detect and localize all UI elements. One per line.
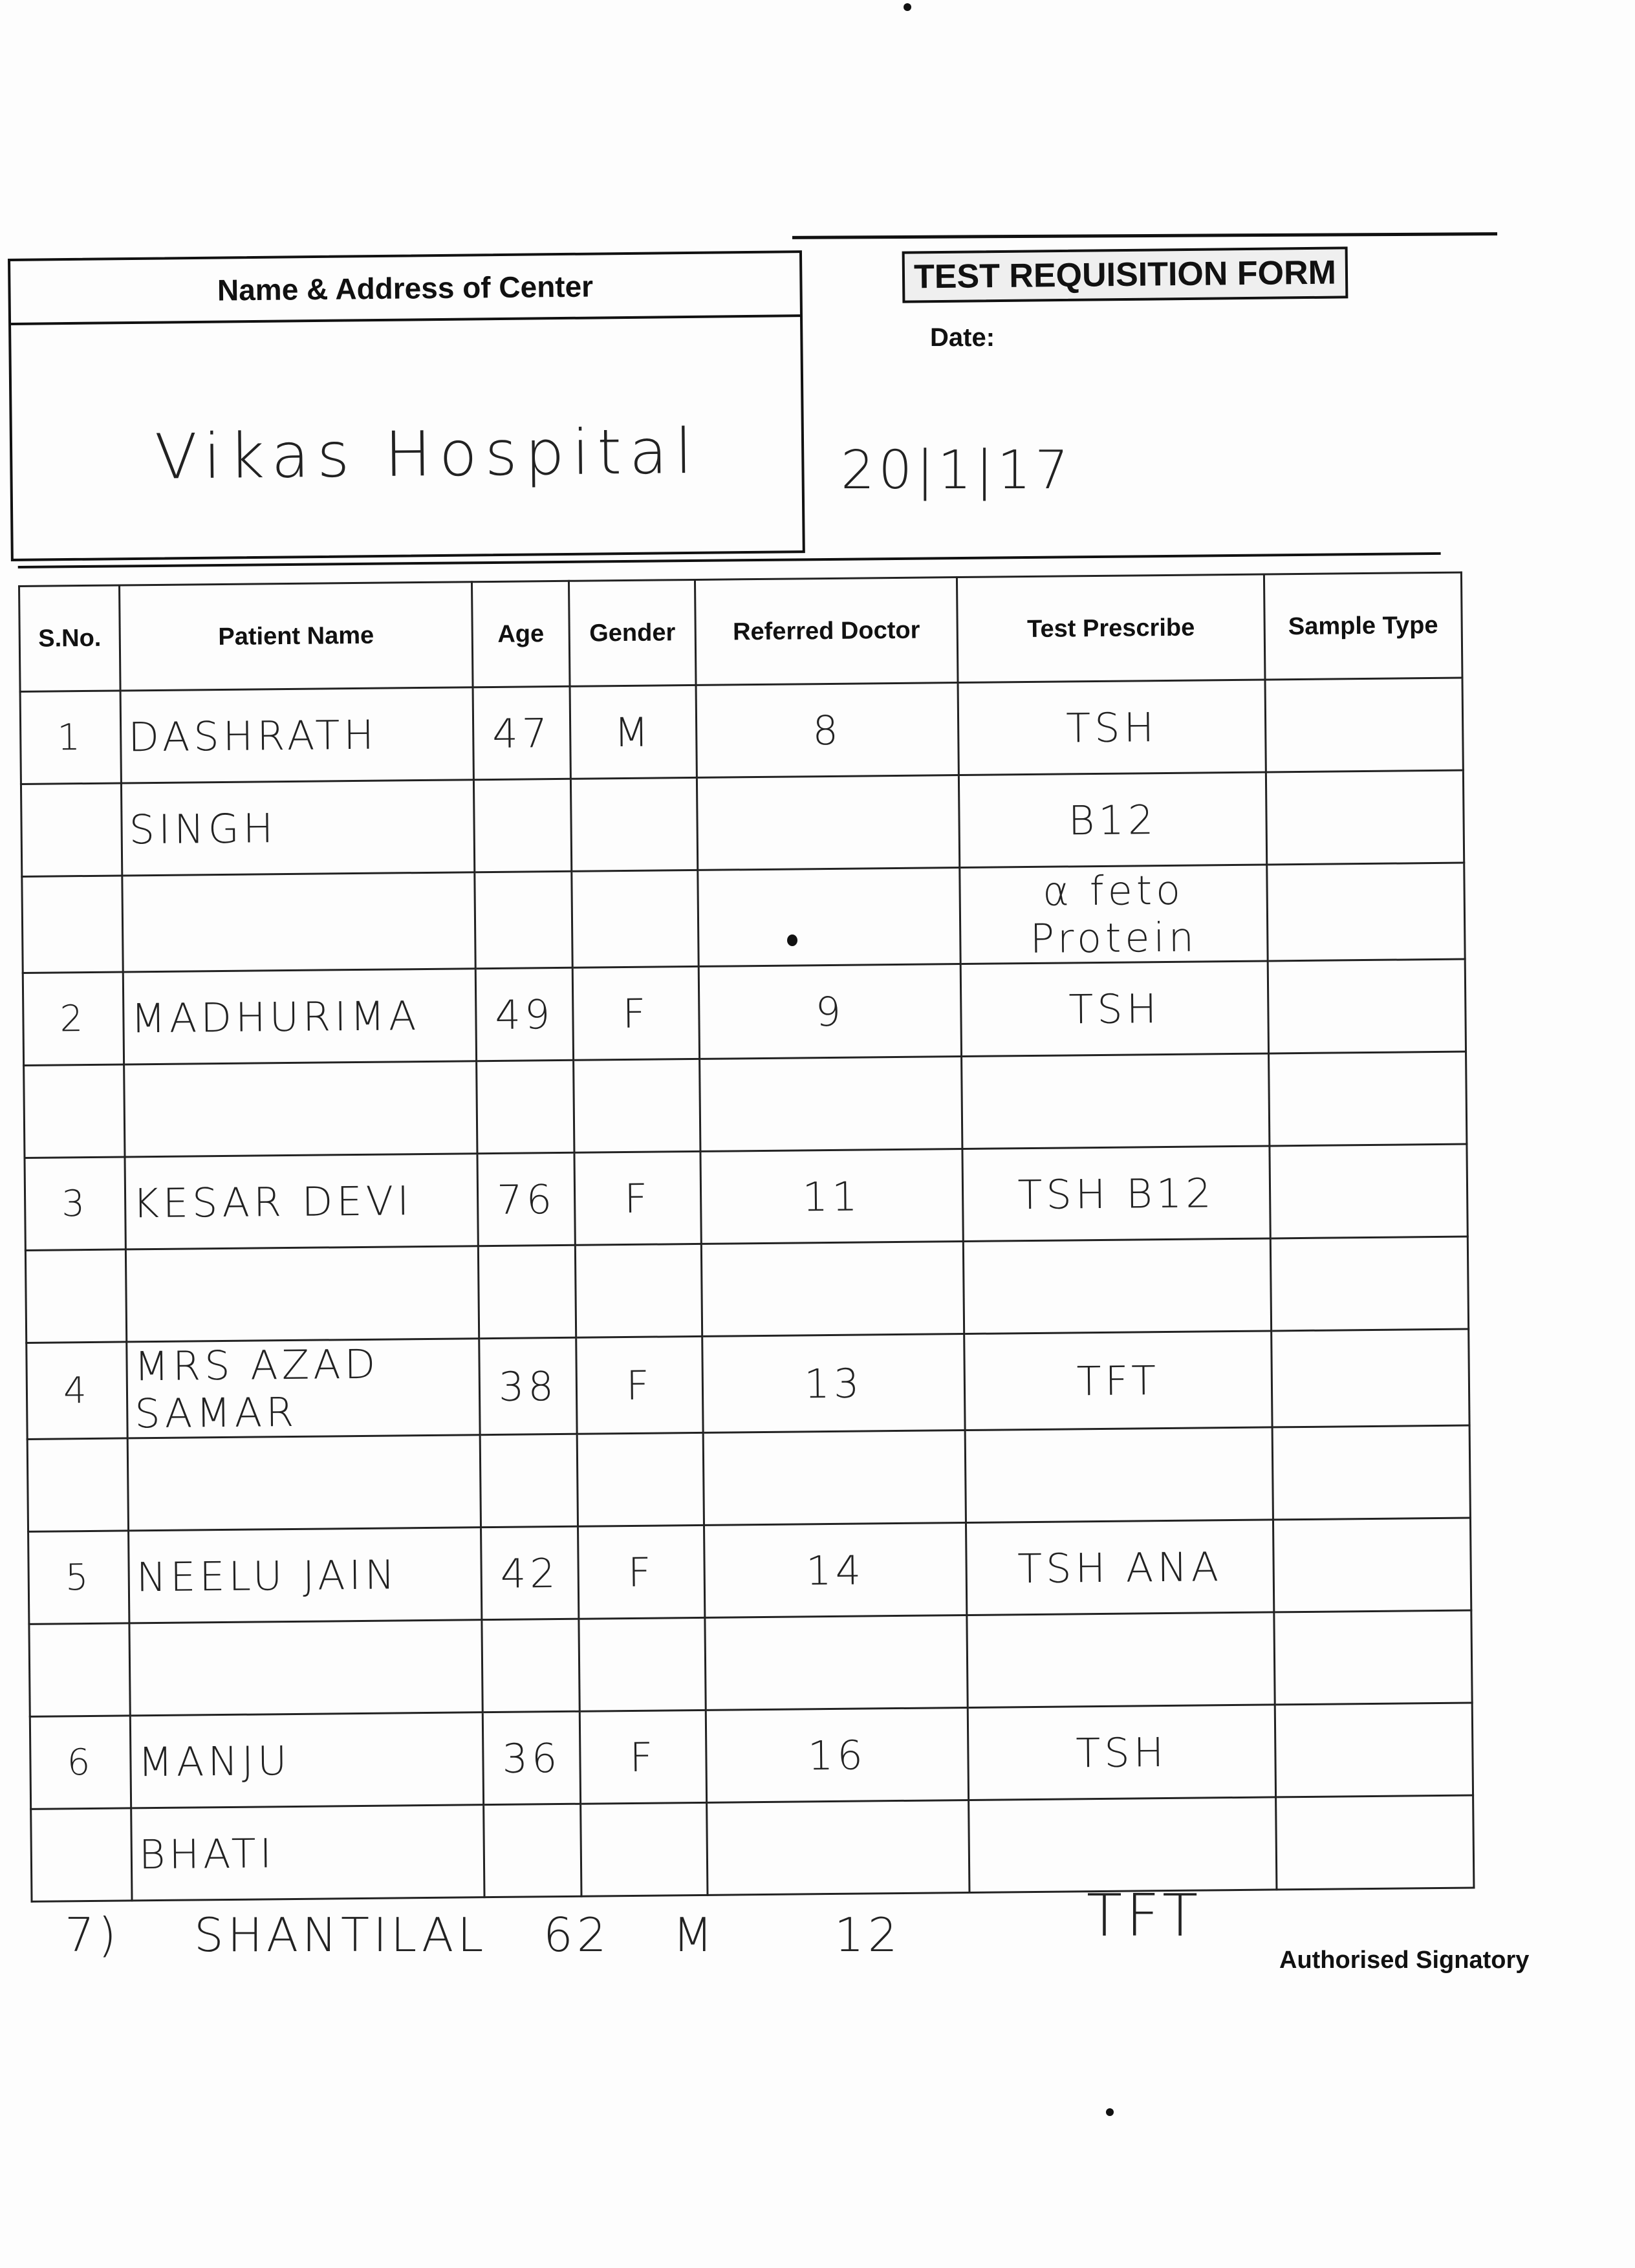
cell-sample-type (1272, 1329, 1469, 1427)
col-age: Age (471, 581, 570, 687)
table-row (28, 1518, 1471, 1624)
cell-gender (581, 1802, 708, 1896)
cell-sample-type (1265, 678, 1463, 772)
cell-test-prescribe: B12 (958, 772, 1266, 868)
extra-gender: M (673, 1908, 717, 1962)
cell-sample-type (1268, 959, 1466, 1053)
date-value: 20|1|17 (841, 440, 1073, 501)
cell-sample-type (1276, 1795, 1474, 1890)
cell-sample-type (1273, 1518, 1471, 1612)
cell-referred-doctor: 13 (702, 1334, 965, 1433)
table-row (31, 1795, 1474, 1901)
cell-referred-doctor (701, 1242, 964, 1337)
cell-patient-name: MANJU (130, 1712, 483, 1808)
extra-doctor: 12 (834, 1908, 902, 1962)
cell-sample-type (1275, 1703, 1473, 1797)
form-title: TEST REQUISITION FORM (902, 246, 1348, 303)
cell-age (482, 1619, 579, 1712)
cell-gender (579, 1617, 706, 1711)
cell-age: 36 (482, 1711, 580, 1804)
cell-test-prescribe: TSH (958, 680, 1266, 775)
cell-sno (21, 783, 122, 876)
cell-age (473, 779, 571, 872)
cell-test-prescribe: TSH (968, 1705, 1275, 1800)
table-row (23, 959, 1466, 1065)
cell-patient-name: KESAR DEVI (125, 1154, 478, 1249)
cell-gender (577, 1432, 704, 1526)
cell-sno (25, 1249, 126, 1343)
cell-gender: F (576, 1336, 703, 1434)
cell-test-prescribe: TSH (960, 961, 1268, 1057)
cell-sample-type (1272, 1425, 1470, 1520)
cell-referred-doctor (698, 868, 960, 967)
cell-sno: 2 (23, 972, 124, 1065)
cell-age: 38 (479, 1337, 577, 1434)
cell-gender: F (574, 1151, 701, 1245)
cell-sno (31, 1808, 132, 1901)
table-row (30, 1703, 1473, 1809)
cell-test-prescribe (969, 1797, 1277, 1893)
cell-sample-type (1270, 1144, 1467, 1238)
table-row (25, 1237, 1468, 1343)
cell-patient-name (122, 872, 475, 972)
cell-test-prescribe: TSH B12 (962, 1146, 1270, 1242)
cell-sno: 5 (28, 1531, 129, 1624)
extra-test: TFT (1087, 1882, 1202, 1950)
table-header-row (19, 572, 1462, 691)
cell-sno (22, 876, 123, 973)
cell-sno: 6 (30, 1716, 131, 1809)
cell-referred-doctor: 16 (706, 1707, 968, 1802)
cell-patient-name: MADHURIMA (123, 969, 476, 1064)
cell-sample-type (1274, 1610, 1472, 1705)
extra-name: SHANTILAL (194, 1908, 488, 1962)
table-row (29, 1610, 1472, 1716)
cell-age: 49 (475, 967, 573, 1061)
center-label: Name & Address of Center (10, 253, 800, 325)
table-row (25, 1144, 1467, 1250)
top-rule (792, 232, 1497, 239)
cell-age: 42 (481, 1526, 579, 1619)
cell-test-prescribe (962, 1053, 1270, 1149)
cell-patient-name: BHATI (131, 1805, 484, 1901)
col-sample-type: Sample Type (1264, 572, 1462, 680)
cell-patient-name: NEELU JAIN (129, 1528, 482, 1623)
cell-gender (570, 777, 697, 871)
cell-age (484, 1804, 581, 1897)
col-referred-doctor: Referred Doctor (695, 578, 958, 686)
cell-patient-name (124, 1061, 477, 1157)
cell-referred-doctor: 14 (704, 1522, 967, 1617)
cell-test-prescribe: TFT (964, 1331, 1272, 1431)
cell-sno: 1 (20, 691, 121, 784)
speck (1106, 2108, 1114, 2116)
cell-patient-name: MRS AZAD SAMAR (127, 1339, 480, 1438)
requisition-table-wrap (18, 572, 1453, 1903)
cell-gender: F (572, 966, 699, 1060)
cell-referred-doctor: 9 (698, 964, 961, 1059)
col-gender: Gender (568, 579, 696, 686)
col-test-prescribe: Test Prescribe (957, 574, 1265, 683)
cell-gender: F (578, 1525, 705, 1619)
cell-referred-doctor: 11 (700, 1149, 963, 1244)
cell-test-prescribe: α feto Protein (960, 865, 1268, 964)
cell-patient-name: SINGH (121, 780, 474, 876)
cell-patient-name (125, 1246, 479, 1342)
table-row (27, 1329, 1469, 1439)
cell-referred-doctor (707, 1800, 969, 1895)
table-row (27, 1425, 1470, 1531)
cell-sample-type (1266, 770, 1464, 865)
cell-sno (27, 1438, 128, 1531)
cell-age (475, 871, 572, 968)
center-box (8, 250, 805, 561)
authorised-signatory: Authorised Signatory (1279, 1947, 1530, 1974)
cell-sno: 4 (27, 1342, 127, 1439)
center-value: Vikas Hospital (154, 415, 700, 493)
speck (904, 3, 911, 11)
cell-age (478, 1245, 576, 1338)
cell-sample-type (1269, 1052, 1467, 1146)
cell-patient-name: DASHRATH (120, 687, 473, 783)
cell-test-prescribe: TSH ANA (966, 1520, 1273, 1615)
cell-sample-type (1267, 863, 1465, 961)
cell-gender (572, 870, 698, 967)
requisition-table (18, 572, 1475, 1903)
table-row (20, 678, 1463, 784)
cell-gender (575, 1244, 702, 1337)
cell-sno (24, 1064, 125, 1158)
cell-test-prescribe (967, 1612, 1275, 1708)
center-body (11, 317, 803, 558)
col-patient-name: Patient Name (120, 582, 473, 691)
cell-age (480, 1434, 578, 1527)
extra-sno: 7) (65, 1908, 120, 1962)
cell-sno (29, 1623, 130, 1716)
table-row (22, 863, 1465, 973)
date-label: Date: (930, 323, 995, 352)
speck (787, 934, 797, 946)
cell-referred-doctor (697, 775, 959, 870)
cell-gender: F (579, 1710, 706, 1804)
table-row (21, 770, 1464, 876)
cell-gender: M (570, 685, 697, 779)
cell-patient-name (127, 1435, 481, 1531)
cell-test-prescribe (965, 1427, 1273, 1523)
cell-test-prescribe (963, 1238, 1271, 1334)
cell-age: 76 (477, 1152, 575, 1246)
cell-gender (574, 1059, 700, 1152)
cell-sample-type (1270, 1237, 1468, 1331)
table-body (20, 678, 1474, 1901)
cell-age: 47 (473, 686, 570, 779)
cell-referred-doctor (703, 1431, 966, 1526)
table-row (24, 1052, 1467, 1158)
col-sno: S.No. (19, 585, 121, 691)
cell-referred-doctor (700, 1057, 962, 1152)
extra-age: 62 (543, 1908, 611, 1962)
cell-age (477, 1060, 574, 1153)
cell-referred-doctor: 8 (696, 683, 958, 778)
cell-referred-doctor (705, 1615, 968, 1710)
cell-patient-name (129, 1620, 482, 1716)
cell-sno: 3 (25, 1157, 125, 1250)
